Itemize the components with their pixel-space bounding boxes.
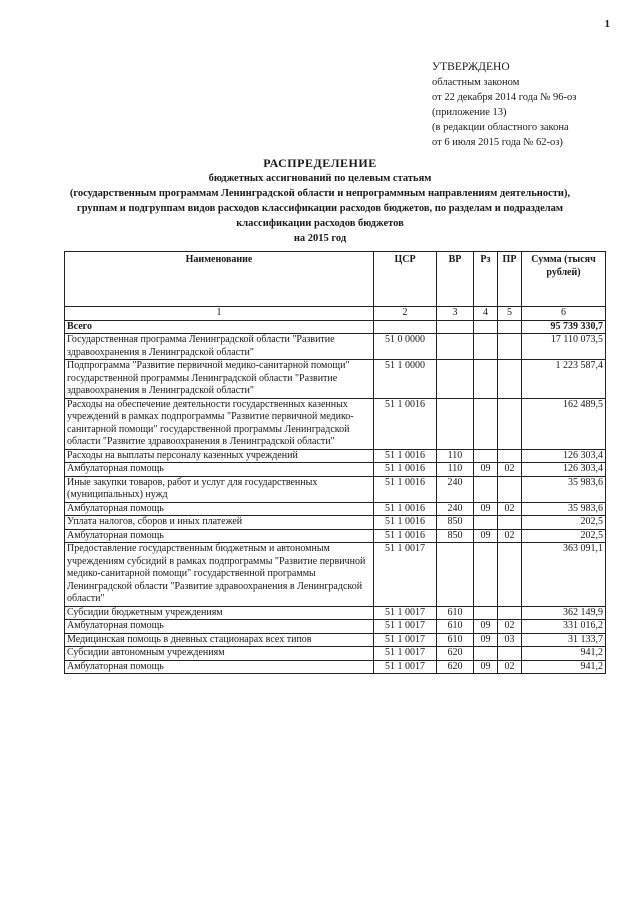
- cell-csr: 51 1 0017: [374, 660, 437, 674]
- table-row: [65, 647, 606, 661]
- cell-name: Расходы на выплаты персоналу казенных учреждений: [65, 449, 374, 463]
- cell-csr: 51 1 0017: [374, 543, 437, 607]
- table-row: [65, 606, 606, 620]
- approval-block: [432, 60, 632, 150]
- table-row: [65, 516, 606, 530]
- approval-line: (приложение 13): [432, 107, 507, 118]
- table-row: [65, 320, 606, 334]
- column-number: 6: [522, 307, 606, 321]
- cell-csr: [374, 320, 437, 334]
- cell-name: Уплата налогов, сборов и иных платежей: [65, 516, 374, 530]
- cell-name: Амбулаторная помощь: [65, 463, 374, 477]
- cell-sum: 202,5: [522, 529, 606, 543]
- approval-line: от 6 июля 2015 года № 62-оз): [432, 137, 563, 148]
- cell-pr: 02: [498, 620, 522, 634]
- table-row: [65, 543, 606, 607]
- cell-pr: [498, 398, 522, 449]
- table-row: [65, 633, 606, 647]
- cell-sum: 35 983,6: [522, 476, 606, 502]
- cell-vr: [437, 543, 474, 607]
- cell-pr: [498, 360, 522, 399]
- cell-name: Предоставление государственным бюджетным и автономным учреждениям субсидий в рамках подпрограммы "Развитие первичной медико-санитарной помощи" государственной программы Ленинградской области "Развитие здравоохранения в Ленинградской области": [65, 543, 374, 607]
- cell-csr: 51 1 0016: [374, 463, 437, 477]
- cell-rz: 09: [474, 633, 498, 647]
- cell-csr: 51 1 0017: [374, 620, 437, 634]
- header-sum: Сумма (тысяч рублей): [522, 252, 606, 307]
- table-row: [65, 360, 606, 399]
- table-row: [65, 334, 606, 360]
- title-line: группам и подгруппам видов расходов классификации расходов бюджетов, по разделам и подразделам: [76, 203, 564, 214]
- cell-pr: [498, 606, 522, 620]
- table-row: [65, 476, 606, 502]
- cell-csr: 51 1 0016: [374, 476, 437, 502]
- header-vr: ВР: [437, 252, 474, 307]
- cell-sum: 941,2: [522, 660, 606, 674]
- cell-name: Амбулаторная помощь: [65, 502, 374, 516]
- document-title-block: [40, 156, 600, 246]
- cell-rz: 09: [474, 620, 498, 634]
- cell-vr: 610: [437, 633, 474, 647]
- cell-vr: 620: [437, 647, 474, 661]
- cell-vr: 110: [437, 449, 474, 463]
- cell-pr: 02: [498, 463, 522, 477]
- table-row: [65, 449, 606, 463]
- cell-vr: 240: [437, 476, 474, 502]
- cell-name: Расходы на обеспечение деятельности государственных казенных учреждений в рамках подпрограммы "Развитие первичной медико-санитарной помощи" государственной программы Ленинградской области "Развитие здравоохранения в Ленинградской области": [65, 398, 374, 449]
- approval-line: (в редакции областного закона: [432, 122, 569, 133]
- cell-rz: [474, 647, 498, 661]
- cell-rz: [474, 516, 498, 530]
- cell-sum: 17 110 073,5: [522, 334, 606, 360]
- cell-sum: 31 133,7: [522, 633, 606, 647]
- cell-csr: 51 1 0016: [374, 502, 437, 516]
- cell-csr: 51 1 0016: [374, 449, 437, 463]
- table-row: [65, 398, 606, 449]
- approval-line: от 22 декабря 2014 года № 96-оз: [432, 92, 577, 103]
- cell-rz: 09: [474, 529, 498, 543]
- cell-rz: [474, 476, 498, 502]
- title-line: на 2015 год: [293, 233, 347, 244]
- cell-vr: 850: [437, 516, 474, 530]
- cell-csr: 51 1 0017: [374, 647, 437, 661]
- cell-csr: 51 1 0016: [374, 529, 437, 543]
- cell-sum: 1 223 587,4: [522, 360, 606, 399]
- cell-pr: 02: [498, 502, 522, 516]
- cell-name: Всего: [65, 320, 374, 334]
- table-body: [65, 307, 606, 674]
- cell-pr: 02: [498, 660, 522, 674]
- cell-csr: 51 1 0016: [374, 516, 437, 530]
- cell-rz: 09: [474, 660, 498, 674]
- cell-sum: 202,5: [522, 516, 606, 530]
- cell-sum: 126 303,4: [522, 449, 606, 463]
- title-line: (государственным программам Ленинградской области и непрограммным направлениям деятельности),: [69, 188, 571, 199]
- header-pr: ПР: [498, 252, 522, 307]
- table-row: [65, 502, 606, 516]
- cell-pr: 02: [498, 529, 522, 543]
- header-name: Наименование: [65, 252, 374, 307]
- table-row: [65, 463, 606, 477]
- table-row: [65, 660, 606, 674]
- cell-csr: 51 1 0016: [374, 398, 437, 449]
- cell-sum: 941,2: [522, 647, 606, 661]
- cell-name: Субсидии бюджетным учреждениям: [65, 606, 374, 620]
- cell-rz: 09: [474, 502, 498, 516]
- cell-vr: 110: [437, 463, 474, 477]
- approval-heading: УТВЕРЖДЕНО: [432, 61, 510, 73]
- column-number: 3: [437, 307, 474, 321]
- cell-name: Иные закупки товаров, работ и услуг для государственных (муниципальных) нужд: [65, 476, 374, 502]
- cell-vr: 610: [437, 620, 474, 634]
- cell-pr: [498, 476, 522, 502]
- cell-name: Амбулаторная помощь: [65, 660, 374, 674]
- cell-pr: [498, 449, 522, 463]
- cell-csr: 51 1 0000: [374, 360, 437, 399]
- cell-name: Субсидии автономным учреждениям: [65, 647, 374, 661]
- cell-sum: 362 149,9: [522, 606, 606, 620]
- cell-vr: [437, 360, 474, 399]
- table-row: [65, 620, 606, 634]
- cell-sum: 126 303,4: [522, 463, 606, 477]
- title-line: бюджетных ассигнований по целевым статьям: [208, 173, 432, 184]
- document-title: РАСПРЕДЕЛЕНИЕ: [263, 156, 377, 170]
- cell-sum: 162 489,5: [522, 398, 606, 449]
- cell-pr: [498, 543, 522, 607]
- cell-rz: [474, 449, 498, 463]
- cell-vr: 620: [437, 660, 474, 674]
- header-csr: ЦСР: [374, 252, 437, 307]
- cell-name: Государственная программа Ленинградской области "Развитие здравоохранения в Ленинградской области": [65, 334, 374, 360]
- column-number: 1: [65, 307, 374, 321]
- column-number: 2: [374, 307, 437, 321]
- cell-sum: 95 739 330,7: [522, 320, 606, 334]
- page-number: 1: [604, 18, 610, 30]
- cell-rz: 09: [474, 463, 498, 477]
- cell-name: Медицинская помощь в дневных стационарах всех типов: [65, 633, 374, 647]
- column-number: 5: [498, 307, 522, 321]
- cell-name: Амбулаторная помощь: [65, 529, 374, 543]
- approval-line: областным законом: [432, 77, 520, 88]
- cell-pr: [498, 647, 522, 661]
- cell-rz: [474, 360, 498, 399]
- cell-csr: 51 1 0017: [374, 606, 437, 620]
- title-line: классификации расходов бюджетов: [236, 218, 404, 229]
- cell-vr: [437, 334, 474, 360]
- budget-table: [64, 251, 606, 674]
- column-number-row: [65, 307, 606, 321]
- cell-pr: [498, 516, 522, 530]
- cell-csr: 51 0 0000: [374, 334, 437, 360]
- cell-rz: [474, 334, 498, 360]
- cell-sum: 363 091,1: [522, 543, 606, 607]
- cell-sum: 35 983,6: [522, 502, 606, 516]
- cell-rz: [474, 320, 498, 334]
- cell-csr: 51 1 0017: [374, 633, 437, 647]
- column-number: 4: [474, 307, 498, 321]
- cell-vr: [437, 398, 474, 449]
- header-rz: Рз: [474, 252, 498, 307]
- cell-name: Амбулаторная помощь: [65, 620, 374, 634]
- table-header-row: [65, 252, 606, 307]
- cell-rz: [474, 398, 498, 449]
- cell-rz: [474, 543, 498, 607]
- cell-vr: 850: [437, 529, 474, 543]
- cell-rz: [474, 606, 498, 620]
- cell-vr: [437, 320, 474, 334]
- cell-vr: 610: [437, 606, 474, 620]
- cell-vr: 240: [437, 502, 474, 516]
- table-row: [65, 529, 606, 543]
- cell-pr: [498, 320, 522, 334]
- cell-pr: 03: [498, 633, 522, 647]
- cell-sum: 331 016,2: [522, 620, 606, 634]
- cell-name: Подпрограмма "Развитие первичной медико-санитарной помощи" государственной программы Ленинградской области "Развитие здравоохранения в Ленинградской области": [65, 360, 374, 399]
- cell-pr: [498, 334, 522, 360]
